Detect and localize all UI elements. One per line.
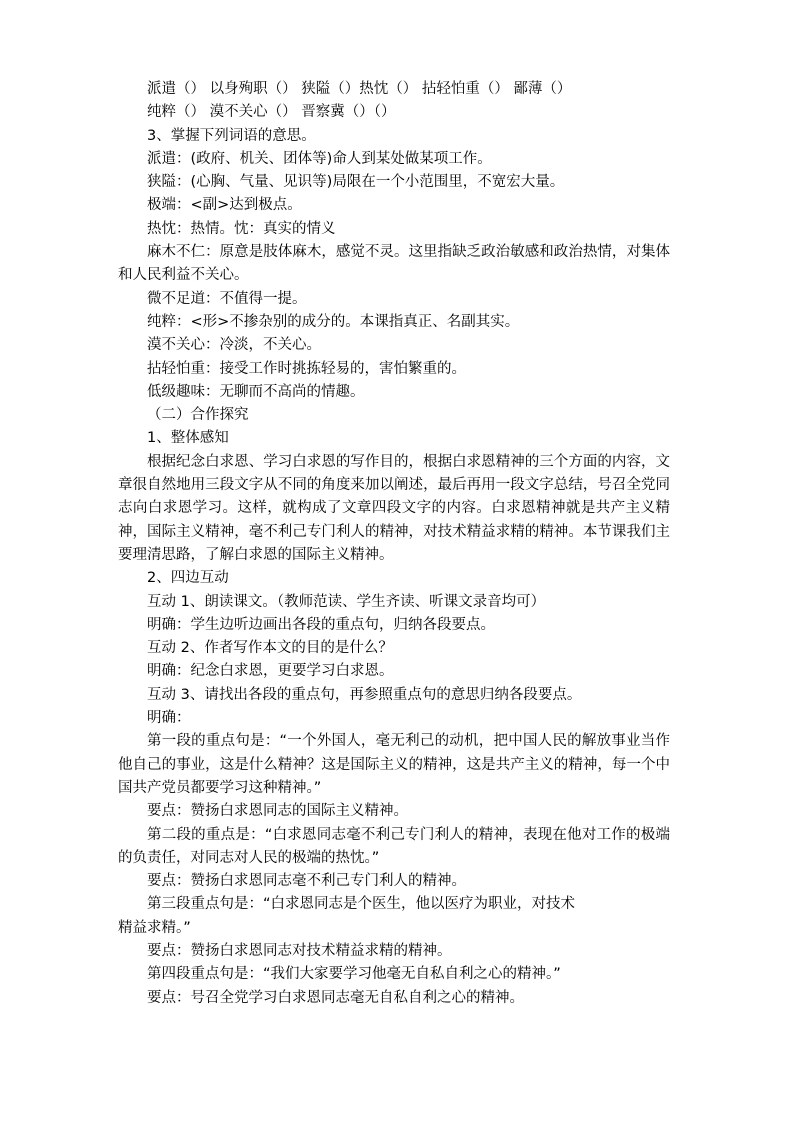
interaction-1: 互动 1、朗读课文。（教师范读、学生齐读、听课文录音均可）: [147, 593, 546, 610]
clarification-2: 明确：纪念白求恩，更要学习白求恩。: [147, 663, 394, 680]
clarification-3-label: 明确：: [147, 710, 191, 727]
subheading-overall-perception: 1、整体感知: [147, 430, 229, 447]
subheading-interaction: 2、四边互动: [147, 570, 229, 587]
definition-jiduan: 极端：<副>达到极点。: [147, 197, 302, 214]
definition-mamuburen: 麻木不仁：原意是肢体麻木，感觉不灵。这里指缺乏政治敏感和政治热情，对集体和人民利益不关心。: [118, 244, 670, 284]
interaction-3: 互动 3、请找出各段的重点句，再参照重点句的意思归纳各段要点。: [147, 686, 582, 703]
definition-chuncui: 纯粹：<形>不掺杂别的成分的。本课指真正、名副其实。: [147, 313, 520, 330]
clarification-1: 明确：学生边听边画出各段的重点句，归纳各段要点。: [147, 616, 495, 633]
key-sentence-paragraph-1: 第一段的重点句是：“一个外国人，毫无利己的动机，把中国人民的解放事业当作他自己的事业，这是什么精神？这是国际主义的精神，这是共产主义的精神，每一个中国共产党员都要学习这种精神。”: [118, 733, 670, 796]
key-sentence-paragraph-3: 第三段重点句是：“白求恩同志是个医生，他以医疗为职业，对技术 精益求精。”: [118, 896, 576, 936]
definition-weibuzudao: 微不足道：不值得一提。: [147, 290, 307, 307]
section-heading-cooperation: （二）合作探究: [147, 407, 249, 424]
definition-xiaai: 狭隘：(心胸、气量、见识等)局限在一个小范围里，不宽宏大量。: [147, 174, 565, 191]
pinyin-exercise-line-1: 派遣（） 以身殉职（） 狭隘（）热忱（） 拈轻怕重（） 鄙薄（）: [147, 81, 572, 97]
pinyin-exercise-line-2: 纯粹（） 漠不关心（） 晋察冀（）（）: [147, 104, 396, 121]
key-point-paragraph-2: 要点：赞扬白求恩同志毫不利己专门利人的精神。: [147, 873, 466, 890]
paragraph-overview: 根据纪念白求恩、学习白求恩的写作目的，根据白求恩精神的三个方面的内容，文章很自然地用三段文字从不同的角度来加以阐述，最后再用一段文字总结，号召全党同志向白求恩学习。这样，就构成了文章四段文字的内容。白求恩精神就是共产主义精神，国际主义精神，毫不利己专门利人的精神，对技术精益求精的精神。本节课我们主要理清思路，了解白求恩的国际主义精神。: [118, 453, 670, 563]
key-point-paragraph-4: 要点：号召全党学习白求恩同志毫无自私自利之心的精神。: [147, 989, 524, 1006]
key-point-paragraph-1: 要点：赞扬白求恩同志的国际主义精神。: [147, 803, 408, 820]
document-body: [118, 78, 670, 1010]
section-heading-vocabulary: 3、掌握下列词语的意思。: [147, 127, 316, 144]
interaction-2: 互动 2、作者写作本文的目的是什么？: [147, 640, 393, 657]
key-sentence-paragraph-2: 第二段的重点是：“白求恩同志毫不利己专门利人的精神，表现在他对工作的极端的负责任，对同志对人民的极端的热忱。”: [118, 826, 670, 866]
key-point-paragraph-3: 要点：赞扬白求恩同志对技术精益求精的精神。: [147, 942, 452, 959]
definition-nianqingpazhong: 拈轻怕重：接受工作时挑拣轻易的，害怕繁重的。: [147, 360, 466, 377]
definition-rechen: 热忱：热情。忱：真实的情义: [147, 220, 336, 237]
definition-mobuguanxin: 漠不关心：冷淡，不关心。: [147, 337, 321, 354]
definition-paiqian: 派遣：(政府、机关、团体等)命人到某处做某项工作。: [147, 150, 492, 167]
key-sentence-paragraph-4: 第四段重点句是：“我们大家要学习他毫无自私自利之心的精神。”: [147, 966, 561, 983]
definition-dijiquwei: 低级趣味：无聊而不高尚的情趣。: [147, 383, 365, 400]
